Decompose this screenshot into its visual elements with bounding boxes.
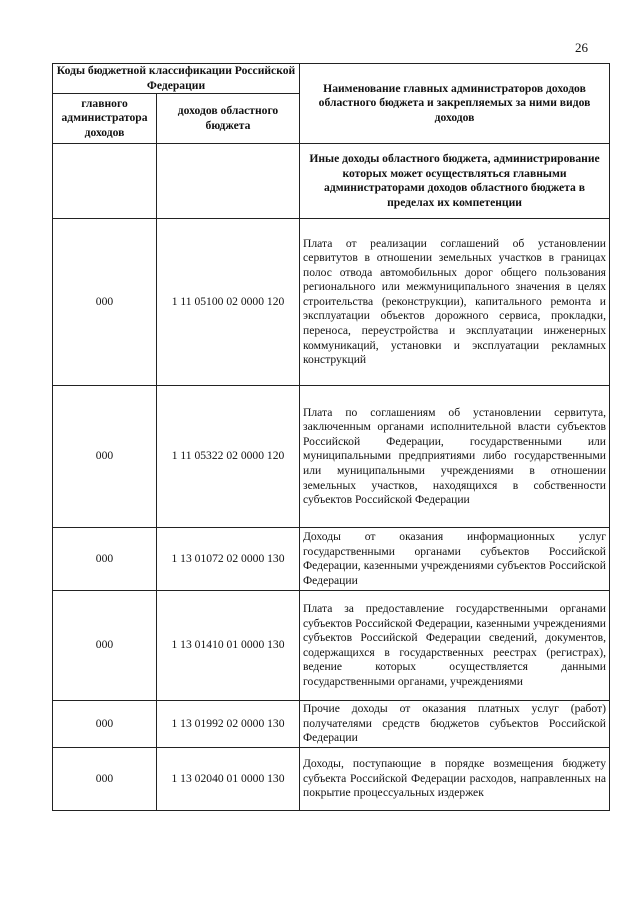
income-name: Плата за предоставление государственными органами субъектов Российской Федерации, казенными учреждениями субъектов Российской Федерации сведений, документов, содержащихся в государственных реестрах (регистрах), ведение которых осуществляется данными государственными органами, учреждениями — [300, 591, 610, 701]
income-code: 1 11 05322 02 0000 120 — [157, 386, 300, 528]
income-code: 1 13 02040 01 0000 130 — [157, 748, 300, 811]
empty-cell — [157, 144, 300, 219]
income-name: Доходы, поступающие в порядке возмещения бюджету субъекта Российской Федерации расходов, направленных на покрытие процессуальных издержек — [300, 748, 610, 811]
table-row — [53, 219, 610, 386]
admin-code: 000 — [53, 748, 157, 811]
income-code: 1 13 01072 02 0000 130 — [157, 528, 300, 591]
table-row — [53, 748, 610, 811]
admin-code: 000 — [53, 701, 157, 748]
table-row — [53, 701, 610, 748]
income-name: Прочие доходы от оказания платных услуг (работ) получателями средств бюджетов субъектов Российской Федерации — [300, 701, 610, 748]
income-code: 1 13 01992 02 0000 130 — [157, 701, 300, 748]
empty-cell — [53, 144, 157, 219]
table-row — [53, 591, 610, 701]
income-code: 1 13 01410 01 0000 130 — [157, 591, 300, 701]
page-number: 26 — [575, 40, 588, 55]
table-row — [53, 528, 610, 591]
income-name: Плата по соглашениям об установлении сервитута, заключенным органами исполнительной власти субъектов Российской Федерации, государственными или муниципальными предприятиями либо государственными или муниципальными учреждениями в отношении земельных участков, находящихся в собственности субъектов Российской Федерации — [300, 386, 610, 528]
admin-code: 000 — [53, 528, 157, 591]
admin-code: 000 — [53, 386, 157, 528]
name-column-header: Наименование главных администраторов доходов областного бюджета и закрепляемых за ними видов доходов — [300, 64, 610, 144]
admin-code: 000 — [53, 591, 157, 701]
income-column-header: доходов областного бюджета — [157, 94, 300, 144]
income-name: Доходы от оказания информационных услуг государственными органами субъектов Российской Федерации, казенными учреждениями субъектов Российской Федерации — [300, 528, 610, 591]
codes-group-header: Коды бюджетной классификации Российской Федерации — [53, 64, 300, 94]
section-title: Иные доходы областного бюджета, администрирование которых может осуществляться главными администраторами доходов областного бюджета в пределах их компетенции — [300, 144, 610, 219]
section-row — [53, 144, 610, 219]
admin-code: 000 — [53, 219, 157, 386]
income-name: Плата от реализации соглашений об установлении сервитутов в отношении земельных участков в границах полос отвода автомобильных дорог общего пользования регионального или межмуниципального значения в целях строительства (реконструкции), капитального ремонта и эксплуатации объектов дорожного сервиса, прокладки, переноса, переустройства и эксплуатации инженерных коммуникаций, установки и эксплуатации рекламных конструкций — [300, 219, 610, 386]
table-row — [53, 386, 610, 528]
budget-classification-table — [52, 63, 610, 811]
income-code: 1 11 05100 02 0000 120 — [157, 219, 300, 386]
admin-column-header: главного администратора доходов — [53, 94, 157, 144]
